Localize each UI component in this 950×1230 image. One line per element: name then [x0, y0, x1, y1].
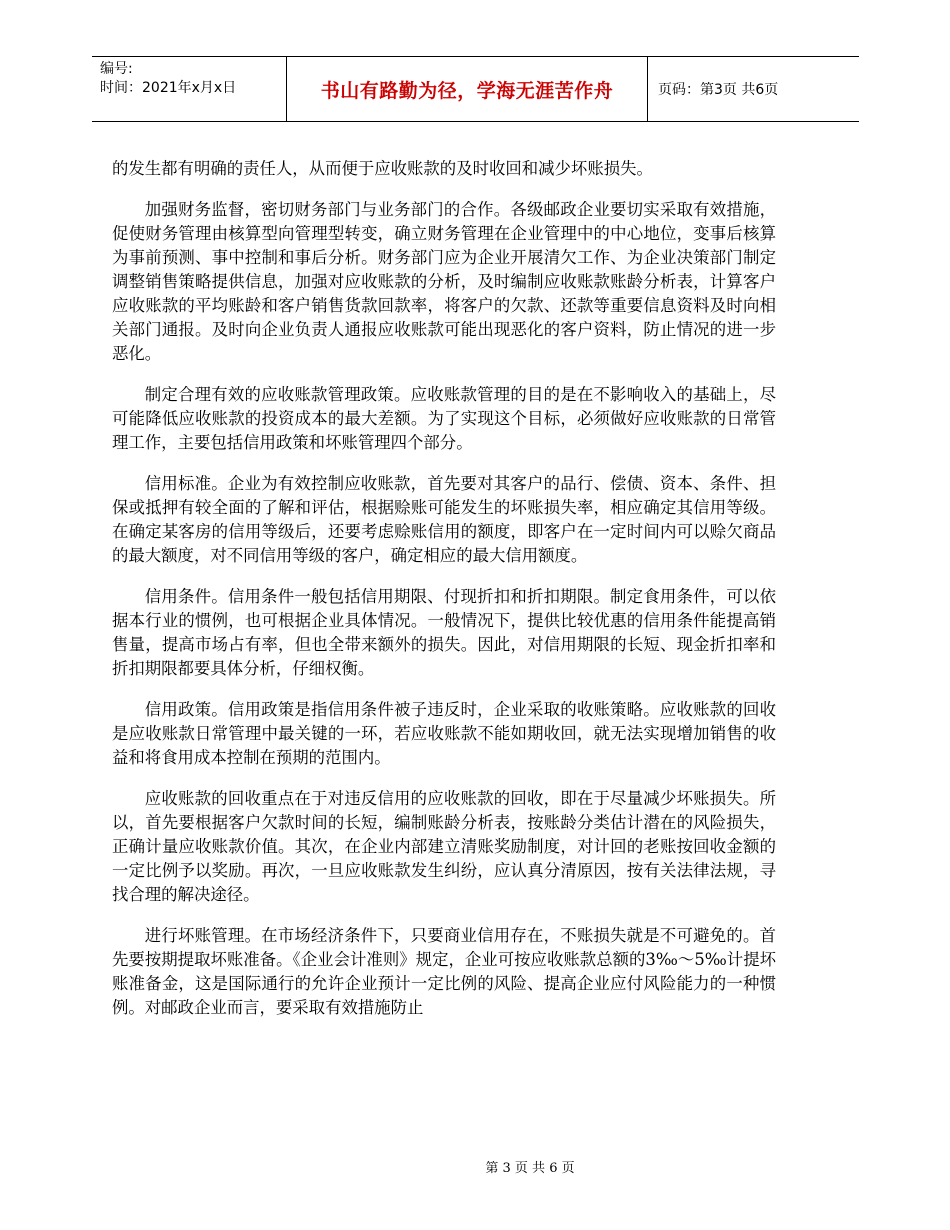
paragraph: 信用标准。企业为有效控制应收账款，首先要对其客户的品行、偿债、资本、条件、担保或抵押有较全面的了解和评估，根据赊账可能发生的坏账损失率，相应确定其信用等级。在确定某客房的信用等级后，还要考虑赊账信用的额度，即客户在一定时间内可以赊欠商品的最大额度，对不同信用等级的客户，确定相应的最大信用额度。 [112, 474, 776, 565]
page-header [92, 56, 859, 122]
header-motto: 书山有路勤为径，学海无涯苦作舟 [286, 57, 648, 121]
paragraph: 信用政策。信用政策是指信用条件被子违反时，企业采取的收账策略。应收账款的回收是应收账款日常管理中最关键的一环，若应收账款不能如期收回，就无法实现增加销售的收益和将食用成本控制在预期的范围内。 [112, 700, 776, 767]
page-footer: 第 3 页 共 6 页 [485, 1161, 575, 1176]
paragraph: 信用条件。信用条件一般包括信用期限、付现折扣和折扣期限。制定食用条件，可以依据本行业的惯例，也可根据企业具体情况。一般情况下，提供比较优惠的信用条件能提高销售量，提高市场占有率，但也全带来额外的损失。因此，对信用期限的长短、现金折扣率和折扣期限都要具体分析，仔细权衡。 [112, 587, 776, 678]
serial-label: 编号: [100, 61, 133, 77]
paragraph: 应收账款的回收重点在于对违反信用的应收账款的回收，即在于尽量减少坏账损失。所以，首先要根据客户欠款时间的长短，编制账龄分析表，按账龄分类估计潜在的风险损失，正确计量应收账款价值。其次，在企业内部建立清账奖励制度，对计回的老账按回收金额的一定比例予以奖励。再次，一旦应收账款发生纠纷，应认真分清原因，按有关法律法规，寻找合理的解决途径。 [112, 789, 776, 904]
paragraph: 加强财务监督，密切财务部门与业务部门的合作。各级邮政企业要切实采取有效措施，促使财务管理由核算型向管理型转变，确立财务管理在企业管理中的中心地位，变事后核算为事前预测、事中控制和事后分析。财务部门应为企业开展清欠工作、为企业决策部门制定调整销售策略提供信息，加强对应收账款的分析，及时编制应收账款账龄分析表，计算客户应收账款的平均账龄和客户销售货款回款率，将客户的欠款、还款等重要信息资料及时向相关部门通报。及时向企业负责人通报应收账款可能出现恶化的客户资料，防止情况的进一步恶化。 [112, 200, 776, 363]
paragraph: 制定合理有效的应收账款管理政策。应收账款管理的目的是在不影响收入的基础上，尽可能降低应收账款的投资成本的最大差额。为了实现这个目标，必须做好应收账款的日常管理工作，主要包括信用政策和坏账管理四个部分。 [112, 385, 776, 452]
document-body [112, 157, 776, 1037]
header-meta [92, 57, 286, 121]
paragraph: 的发生都有明确的责任人，从而便于应收账款的及时收回和减少坏账损失。 [112, 159, 653, 178]
date-label: 时间：2021年x月x日 [100, 80, 237, 96]
header-page-info: 页码：第3页 共6页 [658, 82, 779, 98]
paragraph: 进行坏账管理。在市场经济条件下，只要商业信用存在，不账损失就是不可避免的。首先要按期提取坏账准备。《企业会计准则》规定，企业可按应收账款总额的3‰～5‰计提坏账准备金，这是国际通行的允许企业预计一定比例的风险、提高企业应付风险能力的一种惯例。对邮政企业而言，要采取有效措施防止 [112, 926, 776, 1017]
